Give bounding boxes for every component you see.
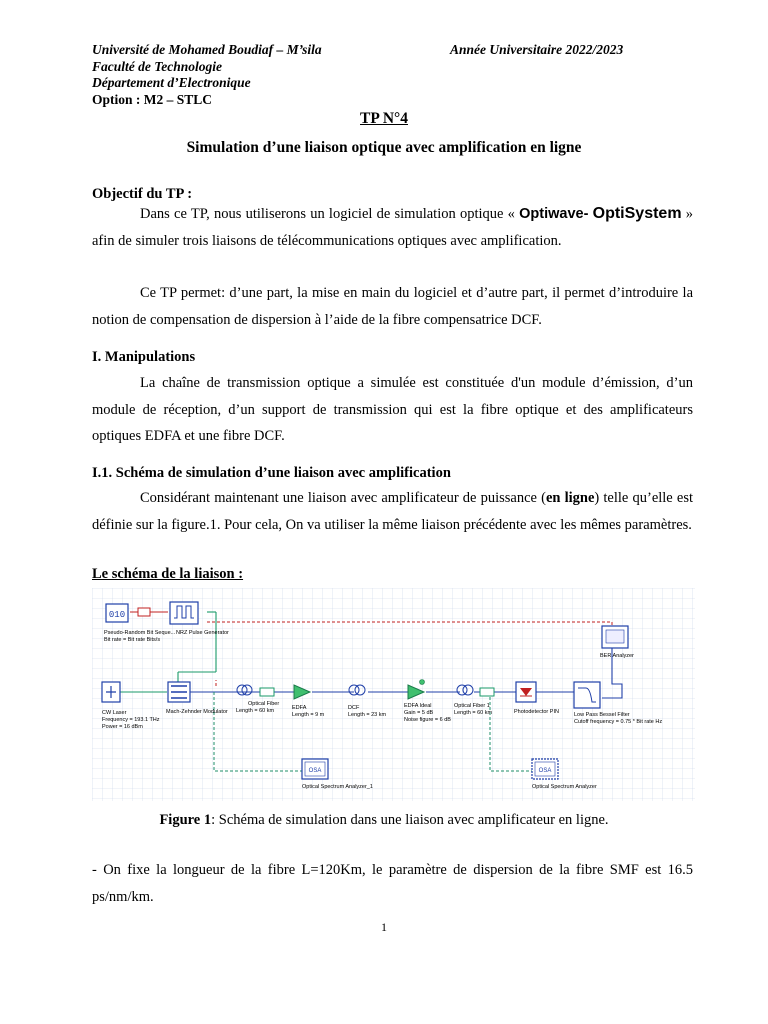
header-block — [92, 42, 322, 108]
fiber2-length: Length = 60 km — [454, 710, 493, 716]
low-pass-filter-icon[interactable] — [574, 682, 600, 708]
dcf-length: Length = 23 km — [348, 712, 387, 718]
prbs-label: Pseudo-Random Bit Seque... — [104, 630, 176, 636]
figure-caption — [0, 812, 768, 829]
objective-paragraph-2: Ce TP permet: d’une part, la mise en main du logiciel et d’autre part, il permet d’introduire la notion de compensation de dispersion à l’aide de la fibre compensatrice DCF. — [92, 285, 693, 328]
osa2-icon-text: OSA — [538, 768, 552, 774]
fiber1-label: Optical Fiber — [248, 701, 280, 707]
section-1-1-heading: I.1. Schéma de simulation d’une liaison avec amplification — [92, 465, 451, 481]
edfa2-noise: Noise figure = 6 dB — [404, 717, 451, 723]
fiber-port — [260, 688, 274, 696]
prbs-port — [138, 608, 150, 616]
section-text-bold: en ligne — [545, 490, 595, 506]
laser-label: CW Laser — [102, 710, 127, 716]
nrz-label: NRZ Pulse Generator — [176, 630, 229, 636]
objective-paragraph-1 — [92, 201, 693, 254]
pd-label: Photodetector PIN — [514, 709, 559, 715]
objective-text-a: Dans ce TP, nous utiliserons un logiciel de simulation optique « — [140, 206, 520, 222]
simulation-diagram — [92, 588, 695, 801]
header-year: Année Universitaire 2022/2023 — [450, 42, 624, 57]
fiber-1-port — [480, 688, 494, 696]
edfa2-label: EDFA Ideal — [404, 703, 432, 709]
bullet-paragraph: - On fixe la longueur de la fibre L=120Km, le paramètre de dispersion de la fibre SMF est 16.5 ps/nm/km. — [92, 862, 693, 905]
fiber2-label: Optical Fiber 1 — [454, 703, 490, 709]
header-department: Département d’Electronique — [92, 75, 251, 90]
figure-caption-label: Figure 1 — [159, 812, 212, 828]
lpf-param: Cutoff frequency = 0.75 * Bit rate Hz — [574, 719, 663, 725]
ber-analyzer-screen — [606, 630, 624, 643]
tp-number: TP N°4 — [360, 110, 408, 127]
product-name-2: OptiSystem — [592, 205, 682, 222]
section-1-paragraph: La chaîne de transmission optique a simulée est constituée d'un module d’émission, d’un module de réception, d’un support de transmission qui est la fibre optique et des amplificateurs optiques EDFA et une fibre DCF. — [92, 375, 693, 444]
osa1-label: Optical Spectrum Analyzer_1 — [302, 784, 373, 790]
edfa2-gain: Gain = 5 dB — [404, 710, 434, 716]
page-title: Simulation d’une liaison optique avec amplification en ligne — [186, 139, 582, 156]
edfa1-length: Length = 9 m — [292, 712, 325, 718]
page-number: 1 — [381, 920, 387, 934]
osa2-label: Optical Spectrum Analyzer — [532, 784, 597, 790]
schema-heading: Le schéma de la liaison : — [92, 566, 244, 582]
laser-power: Power = 16 dBm — [102, 724, 143, 730]
header-option: Option : M2 – STLC — [92, 91, 213, 107]
header-university: Université de Mohamed Boudiaf – M’sila — [92, 42, 322, 57]
section-1-1-paragraph — [92, 485, 693, 538]
prbs-icon-text: 010 — [108, 610, 126, 620]
prbs-param: Bit rate = Bit rate Bits/s — [104, 637, 161, 643]
edfa-ideal-pump — [420, 680, 425, 685]
dcf-label: DCF — [348, 705, 360, 711]
osa1-icon-text: OSA — [308, 768, 322, 774]
product-name-1: Optiwave- — [519, 206, 589, 222]
nrz-pulse-generator-icon[interactable] — [170, 602, 198, 624]
header-faculty: Faculté de Technologie — [92, 58, 222, 74]
section-text-b: ) telle qu’elle est définie sur la figure.1. Pour cela, On va utiliser la même liaison précédente avec les mêmes paramètres. — [92, 490, 693, 533]
ber-label: BER Analyzer — [600, 653, 634, 659]
objective-text-b: » afin de simuler trois liaisons de télécommunications optiques avec amplification. — [92, 206, 694, 249]
figure-caption-text: : Schéma de simulation dans une liaison avec amplificateur en ligne. — [211, 812, 609, 828]
fiber1-length: Length = 60 km — [236, 708, 275, 714]
edfa1-label: EDFA — [292, 705, 307, 711]
laser-frequency: Frequency = 193.1 THz — [102, 717, 160, 723]
objective-heading: Objectif du TP : — [92, 186, 193, 202]
mz-label: Mach-Zehnder Modulator — [166, 709, 228, 715]
lpf-label: Low Pass Bessel Filter — [574, 712, 630, 718]
section-1-heading: I. Manipulations — [92, 349, 196, 365]
section-text-a: Considérant maintenant une liaison avec amplificateur de puissance ( — [140, 490, 546, 506]
